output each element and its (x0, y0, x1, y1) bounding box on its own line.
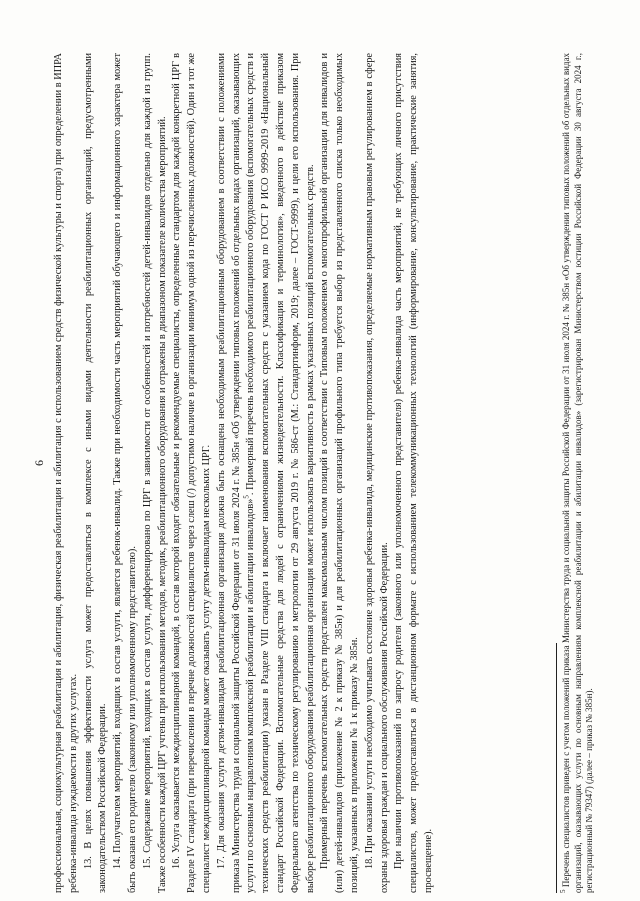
paragraph-18: 18. При оказании услуги необходимо учитывать состояние здоровья ребенка-инвалида, медицинские противопоказания, определяемые нормативным правовым регулированием в сфере охраны здоровья граждан и социального обслуживания Российской Федерации. (363, 53, 390, 893)
footnote-marker: 5 (559, 889, 567, 893)
rotated-page-content (30, 33, 630, 893)
footnote-text: Перечень специалистов приведен с учетом положений приказа Министерства труда и социальной защиты Российской Федерации от 31 июля 2024 г. № 385н «Об утверждении типовых положений об отдельных видах организаций, оказывающих услуги по основным направлениям комплексной реабилитации и абилитации инвалидов» (зарегистрирован Министерством юстиции Российской Федерации 30 августа 2024 г., регистрационный № 79347) (далее – приказ № 385н). (561, 53, 594, 893)
paragraph-17-text: 17. Для оказания услуги детям-инвалидам реабилитационная организация должна быть оснащена необходимым реабилитационным оборудованием в соответствии с положениями приказа Министерства труда и социальной защиты Российской Федерации от 31 июля 2024 г. № 385н «Об утверждении типовых положений об отдельных видах организаций, оказывающих услуги по основным направлениям комплексной реабилитации и абилитации инвалидов» (215, 53, 257, 893)
paragraph-16: 16. Услуга оказывается междисциплинарной командой, в состав которой входят обязательные и рекомендуемые специалисты, определенные стандартом для каждой конкретной ЦРГ в Разделе IV стандарта (при перечислении в перечне должностей специалистов через слеш (/) допустимо наличие в организации минимум одной из перечисленных должностей). Один и тот же специалист междисциплинарной команды может оказывать услугу детям-инвалидам нескольких ЦРГ. (171, 53, 212, 893)
paragraph-17 (215, 53, 319, 893)
paragraph-12-tail: профессиональная, социокультурная реабилитация и абилитация, физическая реабилитация и абилитация с использованием средств физической культуры и спорта) при определении в ИПРА ребенка-инвалида нуждаемости в других услугах. (53, 53, 79, 893)
footnote (561, 53, 596, 893)
body-text (52, 53, 437, 893)
paragraph-15: 15. Содержание мероприятий, входящих в состав услуги, дифференцировано по ЦРГ в зависимости от особенностей и потребностей детей-инвалидов отдельно для каждой из групп. Также особенности каждой ЦРГ учтены при использовании методов, методик, реабилитационного оборудования и отражены в диапазоном показателе количества мероприятий. (141, 53, 168, 893)
page-number: 6 (32, 460, 46, 466)
paragraph-17-separator: . (245, 489, 257, 496)
paragraph-17-continuation: Примерный перечень необходимого реабилитационного оборудования (вспомогательных средств и технических средств реабилитации) указан в Разделе VIII стандарта и включает наименования вспомогательных средств с указанием кода по ГОСТ Р ИСО 9999-2019 «Национальный стандарт Российской Федерации. Вспомогательные средства для людей с ограничениями жизнедеятельности. Классификация и терминология», введенного в действие приказом Федерального агентства по техническому регулированию и метрологии от 29 августа 2019 г. № 586-ст (М.: Стандартинформ, 2019; далее – ГОСТ-9999), и цели его использования. При выборе реабилитационного оборудования реабилитационная организация может использовать вариативность в рамках указанных позиций вспомогательных средств. (245, 53, 316, 893)
paragraph-contraindications: При наличии противопоказаний по запросу родителя (законного или уполномоченного представителя) ребенка-инвалида часть мероприятий, не требующих личного присутствия специалистов, может предоставляться в дистанционном формате с использованием телекоммуникационных технологий (информирование, консультирование, практические занятия, просвещение). (393, 53, 434, 893)
paragraph-approx-list: Примерный перечень вспомогательных средств представлен максимальным числом позиций в соответствии с Типовым положением о многопрофильной организации для инвалидов и (или) детей-инвалидов (приложение № 2 к приказу № 385н) и для реабилитационных организаций профильного типа требуется выбор из представленного списка только необходимых позиций, указанных в приложении № 1 к приказу № 385н. (319, 53, 360, 893)
footnote-divider (556, 643, 557, 893)
paragraph-13: 13. В целях повышения эффективности услуга может предоставляться в комплексе с иными видами деятельности реабилитационных организаций, предусмотренными законодательством Российской Федерации. (82, 53, 109, 893)
footnote-reference[interactable]: 5 (242, 495, 251, 499)
paragraph-14: 14. Получателем мероприятий, входящих в состав услуги, является ребенок-инвалид. Также при необходимости часть мероприятий обучающего и информационного характера может быть оказана его родителю (законному или уполномоченному представителю). (112, 53, 138, 893)
